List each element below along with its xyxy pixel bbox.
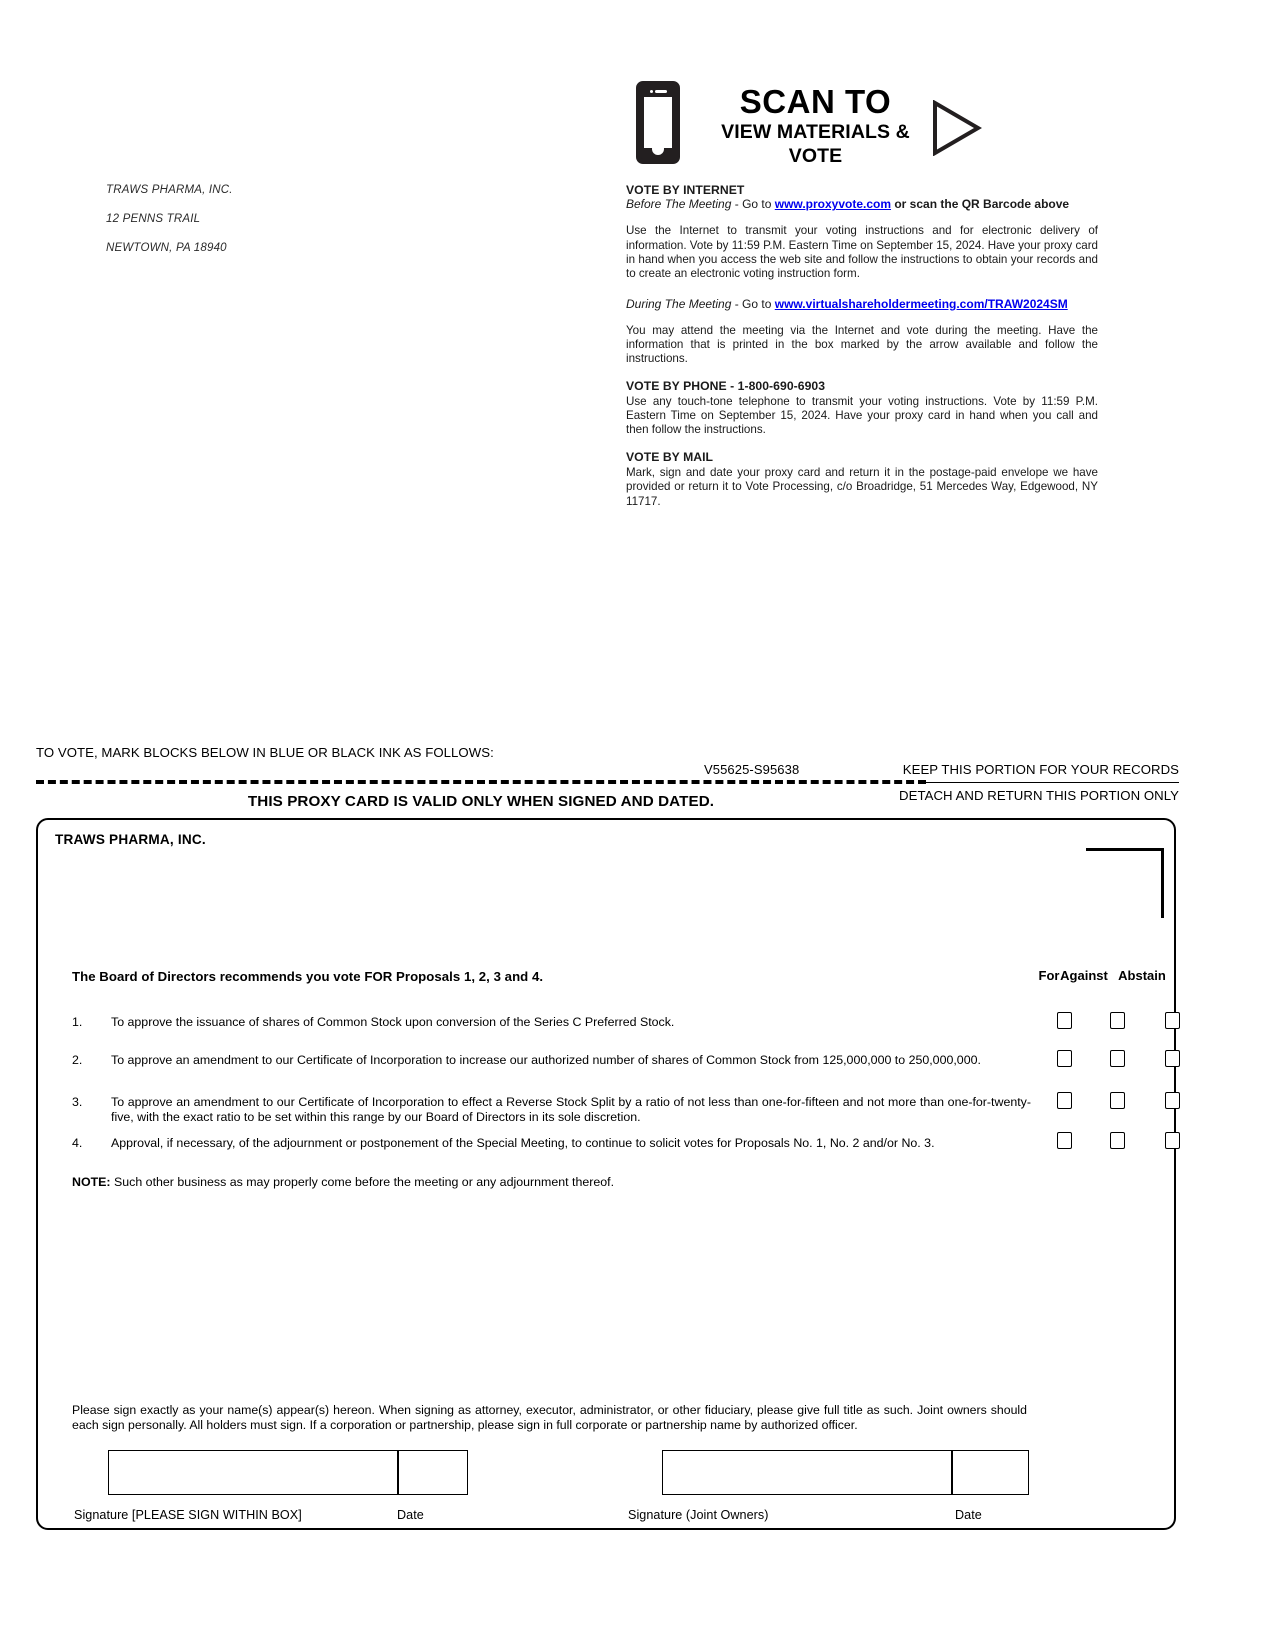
vote-during-meeting-body: You may attend the meeting via the Internet and vote during the meeting. Have the information that is printed in the box marked by the arrow available and follow the instructions. <box>626 323 1098 366</box>
during-meeting-label: During The Meeting <box>626 296 732 311</box>
vote-checkbox-4-abstain[interactable] <box>1165 1132 1180 1149</box>
vote-checkbox-3-against[interactable] <box>1110 1092 1125 1109</box>
proposal-number-3: 3. <box>72 1095 83 1109</box>
date-label-primary: Date <box>397 1508 424 1522</box>
perforation-dashed-line <box>36 780 926 784</box>
detach-portion-label: DETACH AND RETURN THIS PORTION ONLY <box>899 788 1179 803</box>
proposal-text-2: To approve an amendment to our Certificate of Incorporation to increase our authorized number of shares of Common Stock from 125,000,000 to 250,000,000. <box>111 1053 981 1067</box>
signature-label-primary: Signature [PLEASE SIGN WITHIN BOX] <box>74 1508 302 1522</box>
mailing-address-line-1: TRAWS PHARMA, INC. <box>106 183 233 196</box>
vote-by-internet-heading: VOTE BY INTERNET <box>626 183 745 197</box>
vote-checkbox-2-against[interactable] <box>1110 1050 1125 1067</box>
vote-checkbox-1-against[interactable] <box>1110 1012 1125 1029</box>
proposal-text-1: To approve the issuance of shares of Common Stock upon conversion of the Series C Preferred Stock. <box>111 1015 675 1029</box>
column-header-against: Against <box>1060 968 1108 983</box>
vote-checkbox-1-for[interactable] <box>1057 1012 1072 1029</box>
signature-field-primary[interactable] <box>108 1450 398 1495</box>
vote-checkbox-2-abstain[interactable] <box>1165 1050 1180 1067</box>
vote-checkbox-3-for[interactable] <box>1057 1092 1072 1109</box>
vote-by-mail-heading: VOTE BY MAIL <box>626 449 714 464</box>
vote-before-meeting-body: Use the Internet to transmit your voting instructions and for electronic delivery of information. Vote by 11:59 P.M. Eastern Time on September 15, 2024. Have your proxy card in hand when you access the web site and follow the instructions to obtain your records and to create an electronic voting instruction form. <box>626 224 1098 281</box>
mailing-address-line-3: NEWTOWN, PA 18940 <box>106 241 227 254</box>
proposal-text-3: To approve an amendment to our Certificate of Incorporation to effect a Reverse Stock Split by a ratio of not less than one-for-fifteen and not more than one-for-twenty-five, with the exact ratio to be set within this range by our Board of Directors in its sole discretion. <box>111 1095 1031 1124</box>
card-company-name: TRAWS PHARMA, INC. <box>55 832 206 847</box>
vote-by-phone-body: Use any touch-tone telephone to transmit your voting instructions. Vote by 11:59 P.M. Eastern Time on September 15, 2024. Have your proxy card in hand when you call and then follow the instructions. <box>626 394 1098 437</box>
vote-by-mail-body: Mark, sign and date your proxy card and return it in the postage-paid envelope we have provided or return it to Vote Processing, c/o Broadridge, 51 Mercedes Way, Edgewood, NY 11717. <box>626 465 1098 508</box>
note-text: Such other business as may properly come before the meeting or any adjournment thereof. <box>110 1175 615 1189</box>
signature-instructions: Please sign exactly as your name(s) appear(s) hereon. When signing as attorney, executor, administrator, or other fiduciary, please give full title as such. Joint owners should each sign personally. All holders must sign. If a corporation or partnership, please sign in full corporate or partnership name by authorized officer. <box>72 1403 1027 1432</box>
scan-banner-line-2: VIEW MATERIALS & VOTE <box>721 121 910 167</box>
proxy-valid-notice: THIS PROXY CARD IS VALID ONLY WHEN SIGNED AND DATED. <box>247 793 715 810</box>
signature-label-joint: Signature (Joint Owners) <box>628 1508 769 1522</box>
control-number: V55625-S95638 <box>704 762 800 777</box>
virtual-meeting-link[interactable]: www.virtualshareholdermeeting.com/TRAW2024SM <box>774 296 1068 311</box>
date-field-primary[interactable] <box>398 1450 468 1495</box>
vote-checkbox-4-for[interactable] <box>1057 1132 1072 1149</box>
other-business-note <box>72 1175 972 1190</box>
mailing-address-line-2: 12 PENNS TRAIL <box>106 212 201 225</box>
proposal-number-4: 4. <box>72 1136 83 1150</box>
date-label-joint: Date <box>955 1508 982 1522</box>
vote-checkbox-3-abstain[interactable] <box>1165 1092 1180 1109</box>
scan-to-vote-banner <box>636 78 976 170</box>
proposal-text-4: Approval, if necessary, of the adjournment or postponement of the Special Meeting, to continue to solicit votes for Proposals No. 1, No. 2 and/or No. 3. <box>111 1136 935 1150</box>
vote-checkbox-2-for[interactable] <box>1057 1050 1072 1067</box>
signature-row <box>72 1450 1142 1495</box>
vote-before-meeting-line <box>626 197 1098 211</box>
signature-field-joint[interactable] <box>662 1450 952 1495</box>
control-number-box-marker <box>1086 848 1164 918</box>
keep-portion-rule <box>926 782 1179 783</box>
scan-banner-text <box>708 84 923 168</box>
column-header-for: For <box>1038 968 1060 983</box>
note-label: NOTE: <box>72 1175 111 1189</box>
proposal-number-2: 2. <box>72 1053 83 1067</box>
before-meeting-separator: - Go to <box>731 197 775 212</box>
voting-instructions <box>626 183 1098 509</box>
proposal-number-1: 1. <box>72 1015 83 1029</box>
proxyvote-link[interactable]: www.proxyvote.com <box>774 197 892 212</box>
to-vote-instruction: TO VOTE, MARK BLOCKS BELOW IN BLUE OR BLACK INK AS FOLLOWS: <box>36 745 494 760</box>
mobile-phone-icon <box>636 81 680 164</box>
before-meeting-tail: or scan the QR Barcode above <box>891 197 1070 212</box>
vote-during-meeting-line <box>626 297 1098 311</box>
board-recommendation: The Board of Directors recommends you vote FOR Proposals 1, 2, 3 and 4. <box>72 969 544 984</box>
scan-banner-line-1: SCAN TO <box>739 83 892 120</box>
during-meeting-separator: - Go to <box>731 296 775 311</box>
vote-checkbox-4-against[interactable] <box>1110 1132 1125 1149</box>
date-field-joint[interactable] <box>952 1450 1029 1495</box>
proxy-card <box>36 818 1176 1530</box>
mailing-address-block <box>106 168 233 270</box>
vote-checkbox-1-abstain[interactable] <box>1165 1012 1180 1029</box>
keep-portion-label: KEEP THIS PORTION FOR YOUR RECORDS <box>902 762 1179 777</box>
vote-by-phone-heading: VOTE BY PHONE - 1-800-690-6903 <box>626 378 826 393</box>
before-meeting-label: Before The Meeting <box>626 197 732 212</box>
column-header-abstain: Abstain <box>1118 968 1166 983</box>
